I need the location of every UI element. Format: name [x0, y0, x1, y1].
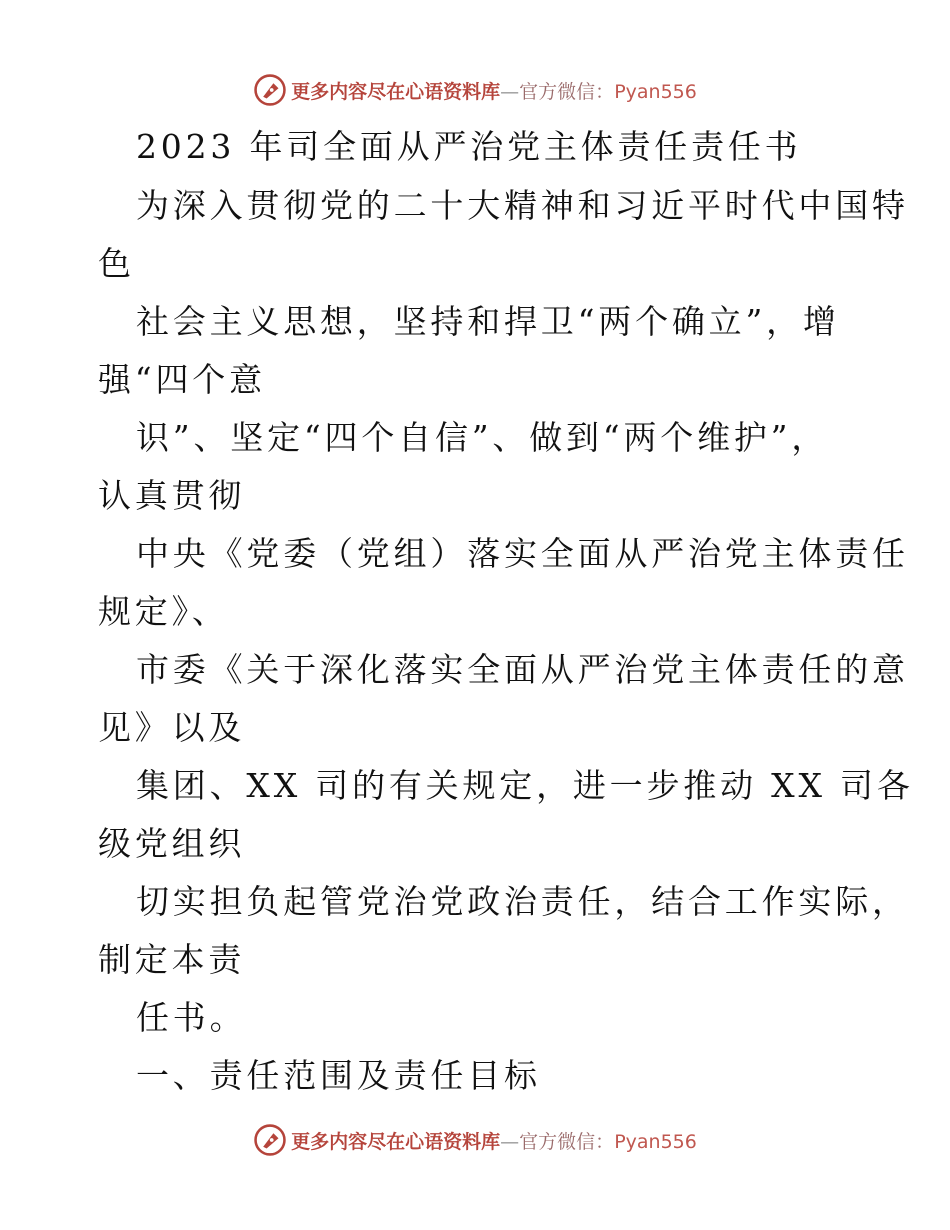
paragraph-line: 市委《关于深化落实全面从严治党主体责任的意 — [136, 650, 909, 689]
paragraph-line: 认真贯彻 — [98, 476, 246, 515]
banner-contact-label: 官方微信： — [519, 1130, 615, 1153]
paragraph-line: 社会主义思想，坚持和捍卫“两个确立”，增 — [136, 302, 840, 341]
paragraph-line: 切实担负起管党治党政治责任，结合工作实际， — [136, 882, 909, 921]
pen-nib-logo-icon — [253, 73, 287, 107]
footer-banner — [0, 1120, 950, 1160]
paragraph-line: 规定》、 — [98, 592, 229, 631]
banner-contact-id: Pyan556 — [614, 80, 697, 103]
paragraph-line: 见》以及 — [98, 708, 246, 747]
paragraph-line: 色 — [98, 244, 135, 283]
paragraph-line: 制定本责 — [98, 940, 246, 979]
banner-site-name: 更多内容尽在心语资料库 — [291, 80, 501, 103]
banner-contact-label: 官方微信： — [519, 80, 615, 103]
section-heading: 一、责任范围及责任目标 — [136, 1056, 541, 1095]
paragraph-line: 中央《党委（党组）落实全面从严治党主体责任 — [136, 534, 909, 573]
banner-site-name: 更多内容尽在心语资料库 — [291, 1130, 501, 1153]
paragraph-line: 为深入贯彻党的二十大精神和习近平时代中国特 — [136, 186, 909, 225]
paragraph-line: 识”、坚定“四个自信”、做到“两个维护”， — [136, 418, 829, 457]
banner-separator: — — [500, 1130, 520, 1153]
paragraph-line: 集团、XX 司的有关规定，进一步推动 XX 司各 — [136, 766, 914, 805]
pen-nib-logo-icon — [253, 1123, 287, 1157]
header-banner — [0, 70, 950, 110]
banner-contact-id: Pyan556 — [614, 1130, 697, 1153]
paragraph-line: 级党组织 — [98, 824, 246, 863]
paragraph-line: 任书。 — [136, 998, 247, 1037]
document-title: 2023 年司全面从严治党主体责任责任书 — [136, 127, 802, 166]
banner-separator: — — [500, 80, 520, 103]
paragraph-line: 强“四个意 — [98, 360, 266, 399]
